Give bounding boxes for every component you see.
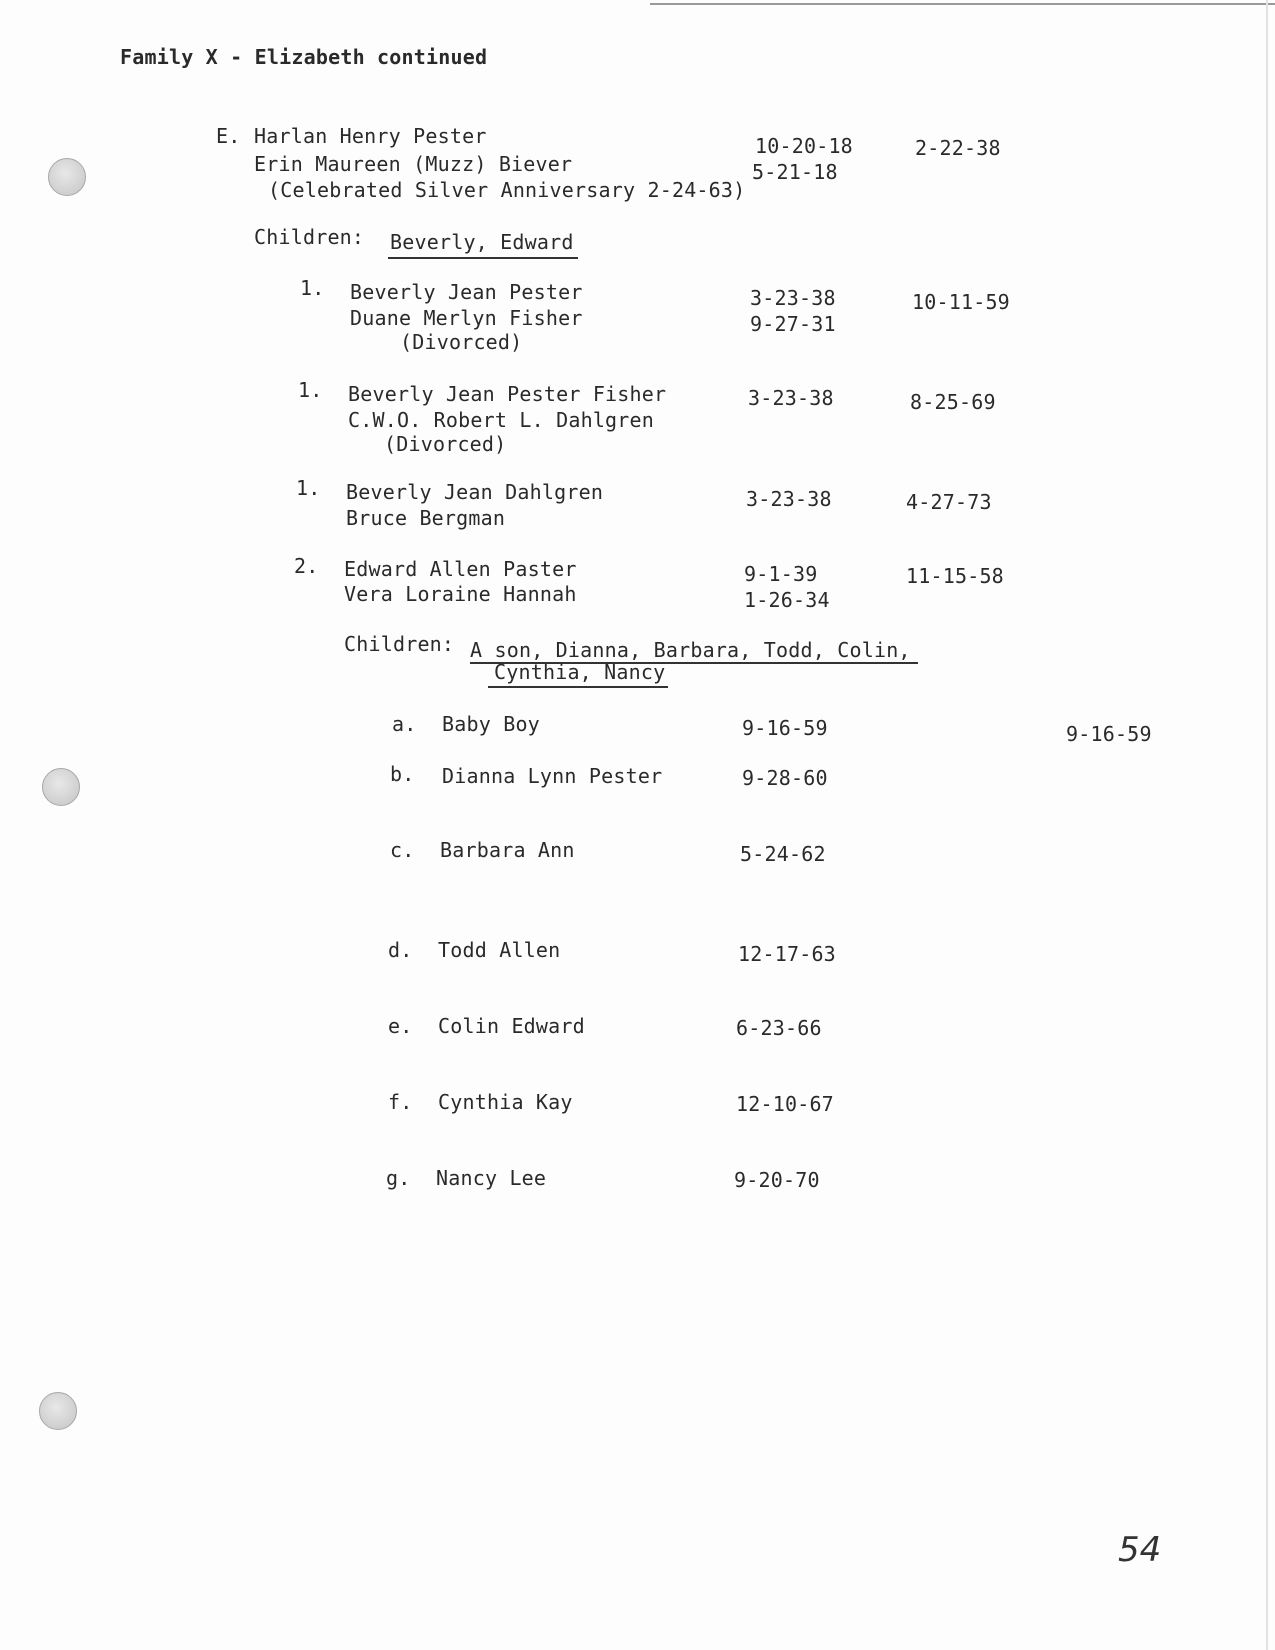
grandchildren-line2: Cynthia, Nancy [494,660,666,684]
grandchild-name: Dianna Lynn Pester [442,764,663,788]
grandchildren-underline [488,686,668,688]
entry-marriage-date: 4-27-73 [906,490,992,514]
entry-person-birth: 3-23-38 [746,487,832,511]
binder-hole-icon [39,1392,77,1430]
grandchild-birth: 5-24-62 [740,842,826,866]
grandchild-name: Colin Edward [438,1014,585,1038]
entry-status: (Divorced) [400,330,523,354]
page-number: 54 [1118,1530,1162,1570]
grandchild-letter: g. [386,1166,411,1190]
entry-person: Beverly Jean Dahlgren [346,480,604,504]
couple-marriage-date: 2-22-38 [915,136,1001,160]
entry-person-birth: 9-1-39 [744,562,818,586]
grandchild-letter: f. [388,1090,413,1114]
entry-spouse: C.W.O. Robert L. Dahlgren [348,408,655,432]
grandchild-birth: 12-17-63 [738,942,836,966]
children-label: Children: [254,225,365,249]
husband-birth: 10-20-18 [755,134,853,158]
entry-marriage-date: 8-25-69 [910,390,996,414]
grandchild-birth: 6-23-66 [736,1016,822,1040]
grandchild-letter: e. [388,1014,413,1038]
anniversary-note: (Celebrated Silver Anniversary 2-24-63) [268,178,746,202]
grandchild-death: 9-16-59 [1066,722,1152,746]
entry-person-birth: 3-23-38 [748,386,834,410]
grandchild-letter: c. [390,838,415,862]
entry-spouse: Bruce Bergman [346,506,506,530]
grandchild-name: Baby Boy [442,712,540,736]
grandchildren-line1: A son, Dianna, Barbara, Todd, Colin, [470,638,911,662]
binder-hole-icon [42,768,80,806]
entry-person: Edward Allen Paster [344,557,577,581]
scan-edge-shadow [1266,0,1268,1650]
entry-number: 2. [294,554,319,578]
entry-spouse-birth: 9-27-31 [750,312,836,336]
grandchild-letter: b. [390,762,415,786]
grandchild-birth: 9-16-59 [742,716,828,740]
wife-name: Erin Maureen (Muzz) Biever [254,152,573,176]
entry-person: Beverly Jean Pester [350,280,583,304]
entry-spouse: Duane Merlyn Fisher [350,306,583,330]
entry-spouse-birth: 1-26-34 [744,588,830,612]
entry-number: 1. [298,378,323,402]
grandchild-letter: d. [388,938,413,962]
entry-spouse: Vera Loraine Hannah [344,582,577,606]
grandchild-name: Todd Allen [438,938,561,962]
grandchild-letter: a. [392,712,417,736]
grandchildren-label: Children: [344,632,455,656]
grandchild-birth: 12-10-67 [736,1092,834,1116]
entry-person-birth: 3-23-38 [750,286,836,310]
entry-number: 1. [296,476,321,500]
wife-birth: 5-21-18 [752,160,838,184]
entry-marriage-date: 11-15-58 [906,564,1004,588]
couple-marker: E. [216,124,241,148]
entry-person: Beverly Jean Pester Fisher [348,382,667,406]
grandchild-birth: 9-20-70 [734,1168,820,1192]
entry-marriage-date: 10-11-59 [912,290,1010,314]
entry-status: (Divorced) [384,432,507,456]
entry-number: 1. [300,276,325,300]
page-header: Family X - Elizabeth continued [120,45,488,69]
children-names: Beverly, Edward [390,230,574,254]
scan-edge-line [650,3,1275,5]
binder-hole-icon [48,158,86,196]
children-underline [388,257,578,259]
grandchild-name: Nancy Lee [436,1166,547,1190]
grandchild-name: Cynthia Kay [438,1090,573,1114]
grandchild-birth: 9-28-60 [742,766,828,790]
husband-name: Harlan Henry Pester [254,124,487,148]
grandchild-name: Barbara Ann [440,838,575,862]
